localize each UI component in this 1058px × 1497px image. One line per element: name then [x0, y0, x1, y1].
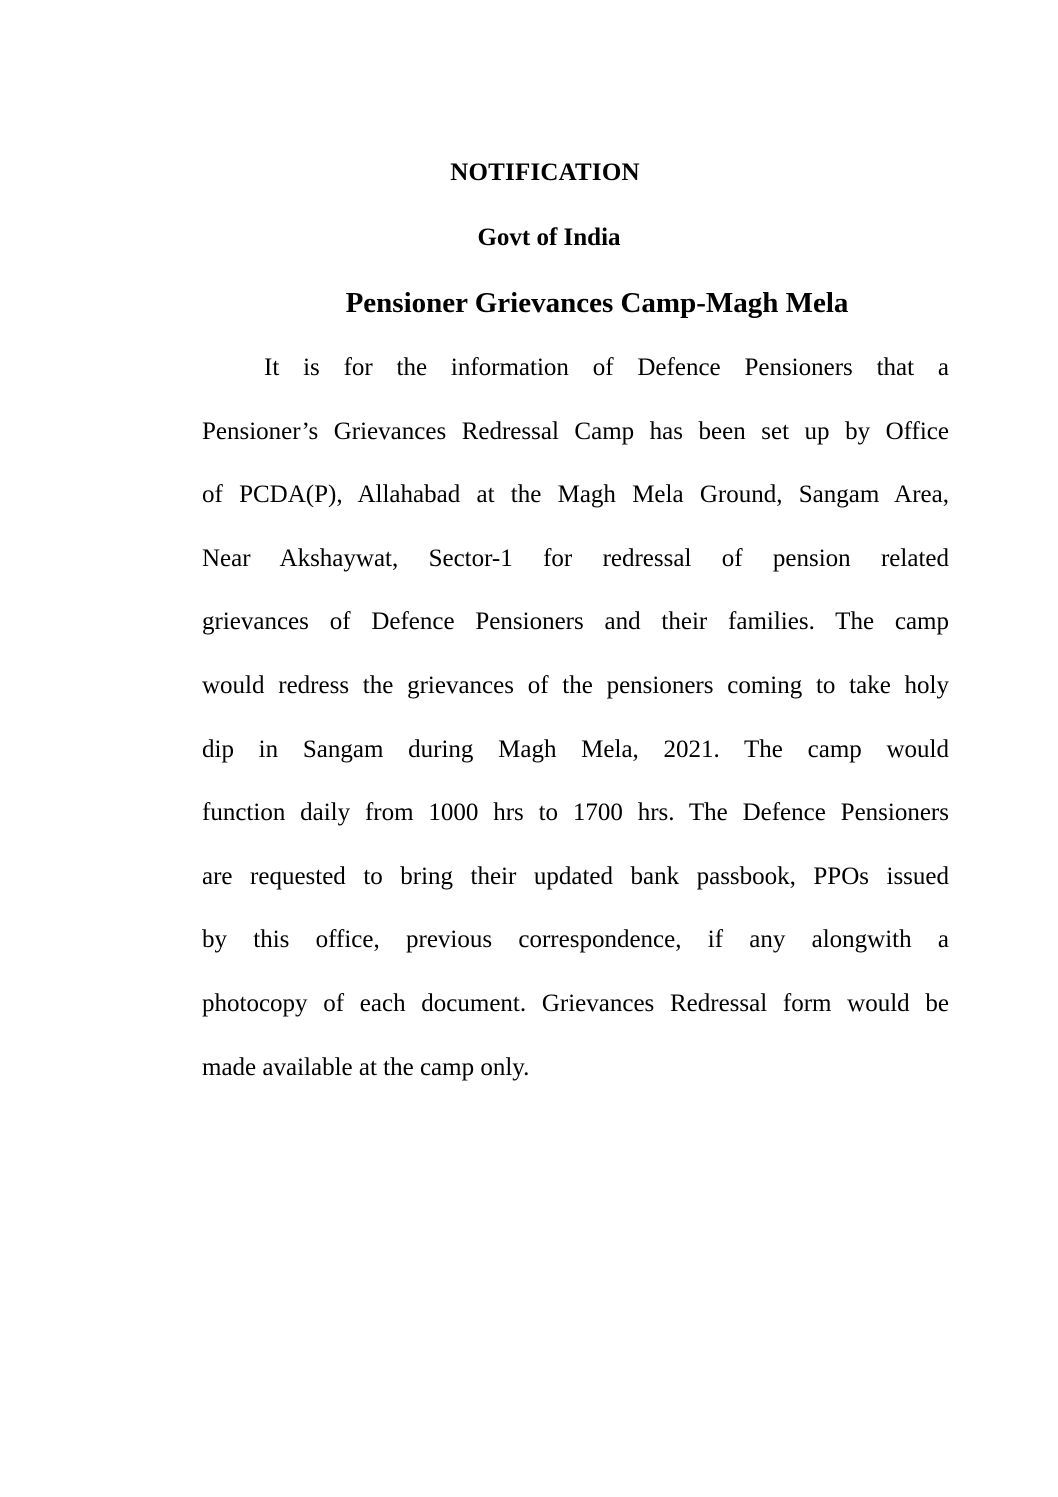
body-line: of PCDA(P), Allahabad at the Magh Mela Ground, Sangam Area, [202, 481, 949, 509]
body-line: function daily from 1000 hrs to 1700 hrs. The Defence Pensioners [202, 799, 949, 827]
notice-title: Pensioner Grievances Camp-Magh Mela [345, 287, 849, 319]
body-line: would redress the grievances of the pensioners coming to take holy [202, 672, 949, 699]
body-line: It is for the information of Defence Pensioners that a [264, 354, 949, 381]
body-line: Near Akshaywat, Sector-1 for redressal of pension related [202, 544, 949, 572]
body-line: are requested to bring their updated bank passbook, PPOs issued [202, 862, 949, 890]
body-line: photocopy of each document. Grievances Redressal form would be [202, 990, 949, 1017]
body-line: made available at the camp only. [202, 1053, 530, 1081]
body-line: by this office, previous correspondence, if any alongwith a [202, 926, 949, 954]
notice-body [202, 352, 949, 1092]
body-line: dip in Sangam during Magh Mela, 2021. The camp would [202, 735, 949, 763]
body-line: grievances of Defence Pensioners and their families. The camp [202, 608, 949, 636]
body-line: Pensioner’s Grievances Redressal Camp has been set up by Office [202, 417, 949, 445]
notification-heading: NOTIFICATION [450, 159, 640, 186]
issuer-heading: Govt of India [477, 224, 621, 251]
